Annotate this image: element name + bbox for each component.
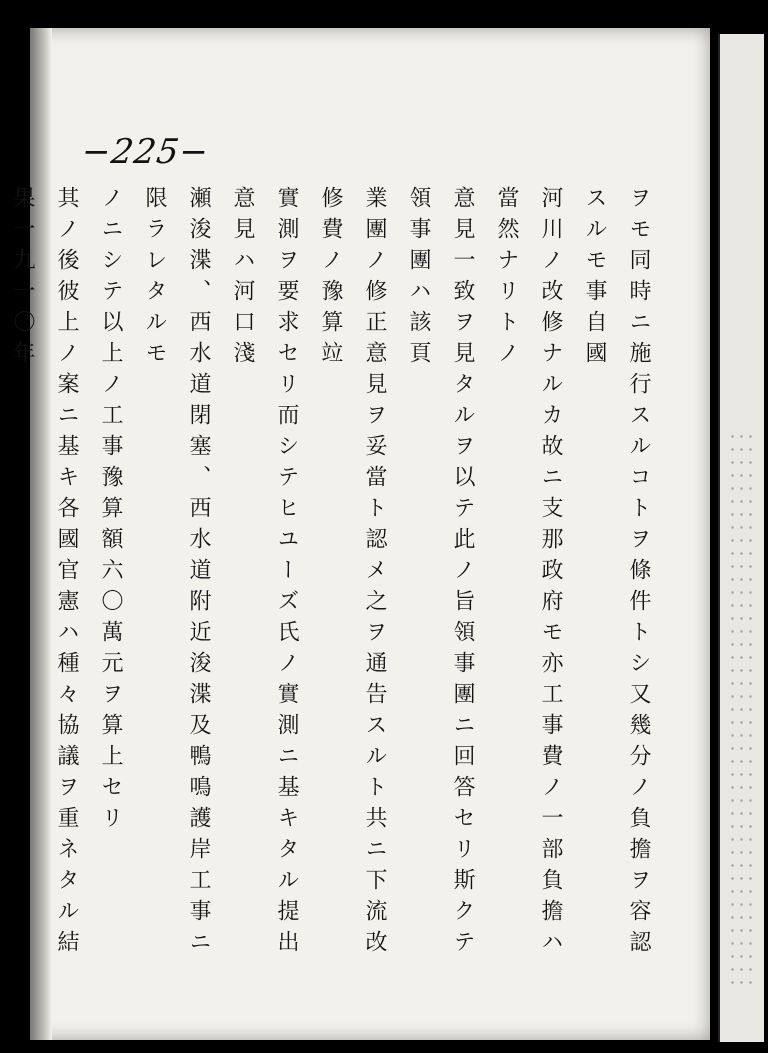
text-column: 瀬浚渫、西水道閉塞、西水道附近浚渫及鴨鳴護岸工事ニ限ラレタルモ — [142, 186, 211, 961]
text-column: 其ノ後彼上ノ案ニ基キ各國官憲ハ種々協議ヲ重ネタル結果一九一〇年 — [10, 186, 79, 961]
text-column: 業團ノ修正意見ヲ妥當ト認メ之ヲ通告スルト共ニ下流改修費ノ豫算竝 — [318, 186, 387, 961]
adjacent-page-bleed-through — [728, 430, 756, 990]
text-column: 意見一致ヲ見タルヲ以テ此ノ旨領事團ニ回答セリ斯クテ領事團ハ該頁 — [406, 186, 475, 961]
text-column: ヲモ同時ニ施行スルコトヲ條件トシ又幾分ノ負擔ヲ容認スルモ事自國 — [582, 186, 651, 961]
text-column: 實測ヲ要求セリ而シテヒユーズ氏ノ實測ニ基キタル提出意見ハ河口淺 — [230, 186, 299, 961]
text-column: ノニシテ以上ノ工事豫算額六〇萬元ヲ算上セリ — [98, 186, 123, 837]
page-number: −225− — [79, 132, 212, 172]
vertical-text-body — [10, 186, 660, 986]
text-column: 河川ノ改修ナルカ故ニ支那政府モ亦工事費ノ一部負擔ハ當然ナリトノ — [494, 186, 563, 961]
